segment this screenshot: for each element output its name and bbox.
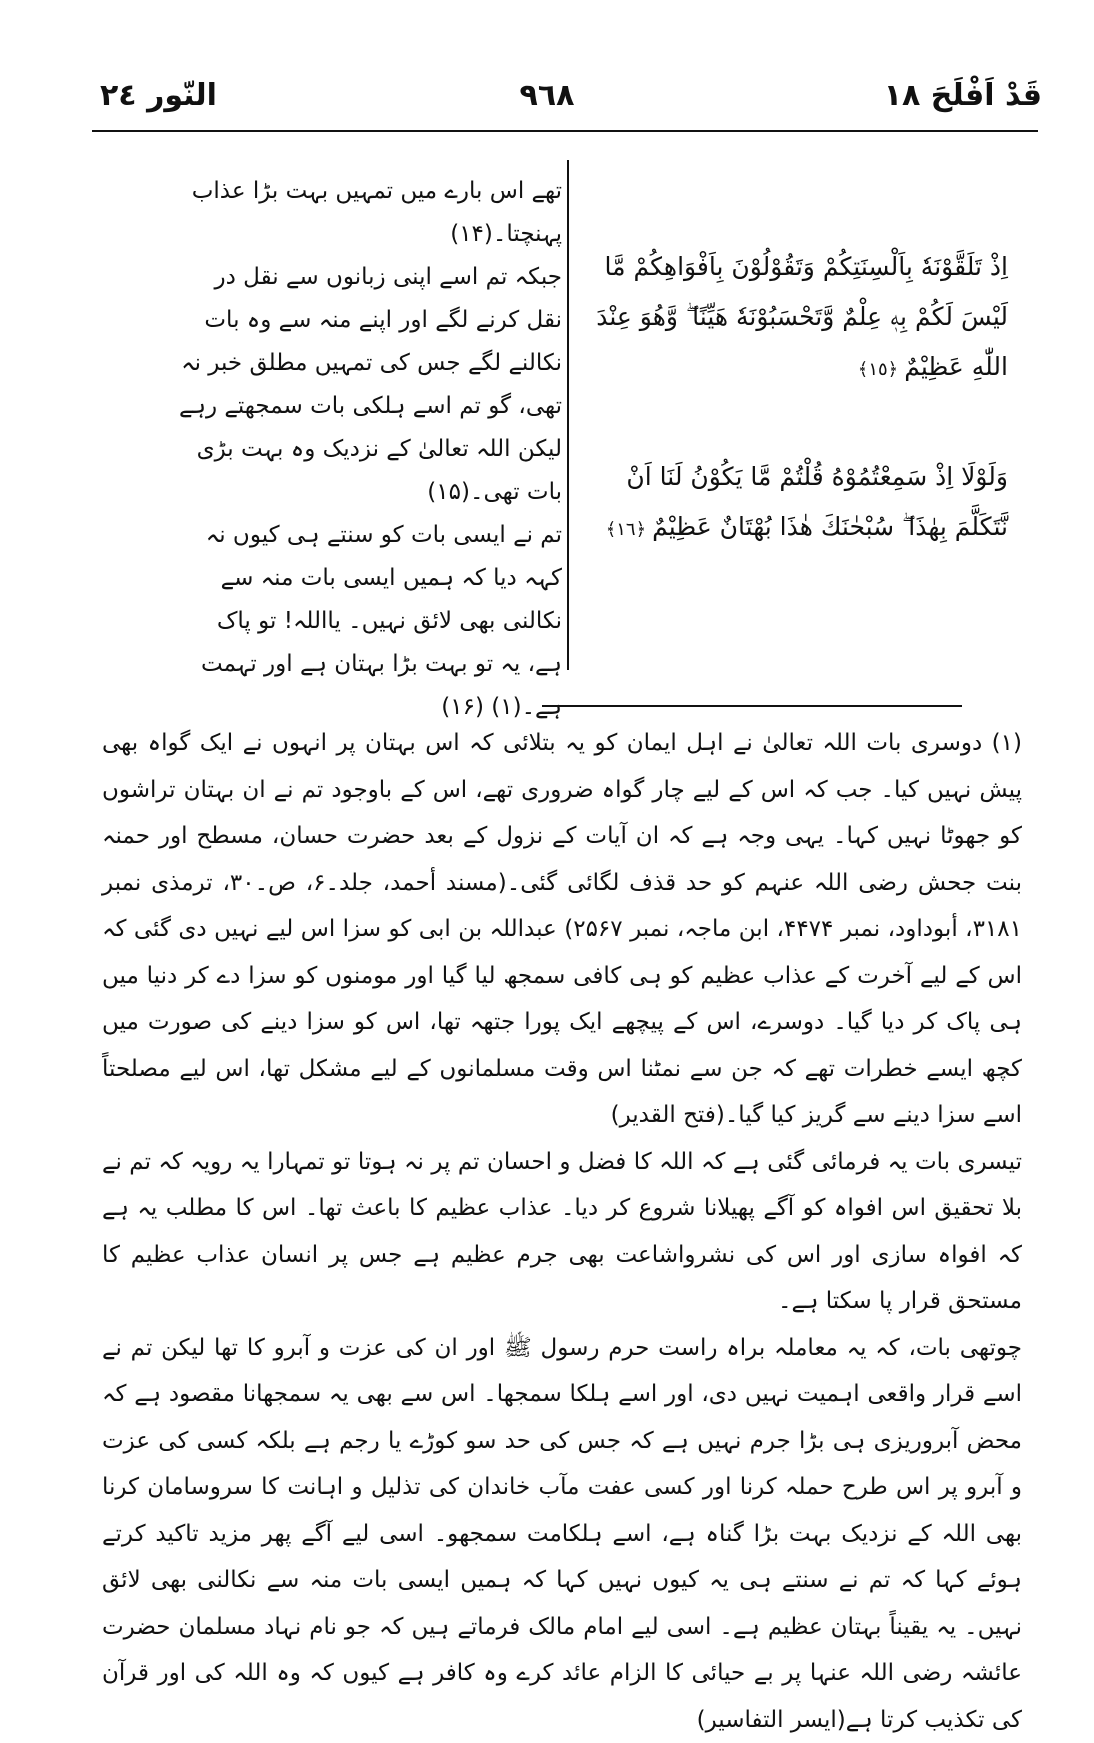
commentary-paragraph-3: چوتھی بات، کہ یہ معاملہ براہ راست حرم رسول ﷺ اور ان کی عزت و آبرو کا تھا لیکن تم نے اسے قرار واقعی اہمیت نہیں دی، اور اسے ہلکا سمجھا۔ اس سے بھی یہ سمجھانا مقصود ہے کہ محض آبروریزی ہی بڑا جرم نہیں ہے کہ جس کی حد سو کوڑے یا رجم ہے بلکہ کسی کی عزت و آبرو پر اس طرح حملہ کرنا اور کسی عفت مآب خاندان کی تذلیل و اہانت کا سروسامان کرنا بھی اللہ کے نزدیک بہت بڑا گناہ ہے، اسے ہلکامت سمجھو۔ اسی لیے آگے پھر مزید تاکید کرتے ہوئے کہا کہ تم نے سنتے ہی یہ کیوں نہیں کہا کہ ہمیں ایسی بات منہ سے نکالنی بھی لائق نہیں۔ یہ یقیناً بہتان عظیم ہے۔ اسی لیے امام مالک فرماتے ہیں کہ جو نام نہاد مسلمان حضرت عائشہ رضی اللہ عنہا پر بے حیائی کا الزام عائد کرے وہ کافر ہے کیوں کہ وہ اللہ کی اور قرآن کی تکذیب کرتا ہے(ایسر التفاسیر) bbox=[102, 1325, 1022, 1743]
surah-title: النّور ٢٤ bbox=[100, 78, 217, 113]
footnote-commentary bbox=[102, 720, 1022, 1743]
arabic-verse-15 bbox=[588, 242, 1008, 395]
arabic-verse-16-text: وَلَوْلَا اِذْ سَمِعْتُمُوْهُ قُلْتُمْ مَّا يَكُوْنُ لَنَا اَنْ نَّتَكَلَّمَ بِهٰذَا ۖ سُبْحٰنَكَ هٰذَا بُهْتَانٌ عَظِيْمٌ bbox=[626, 462, 1008, 541]
header-divider bbox=[92, 130, 1038, 132]
arabic-verse-15-text: اِذْ تَلَقَّوْنَهٗ بِاَلْسِنَتِكُمْ وَتَقُوْلُوْنَ بِاَفْوَاهِكُمْ مَّا لَيْسَ لَكُمْ بِهٖ عِلْمٌ وَّتَحْسَبُوْنَهٗ هَيِّنًا ۖ وَّهُوَ عِنْدَ اللّٰهِ عَظِيْمٌ bbox=[596, 252, 1008, 381]
ayah-marker-15: ﴿١٥﴾ bbox=[858, 359, 898, 380]
translation-line-14: تھے اس بارے میں تمہیں بہت بڑا عذاب پہنچتا۔(۱۴) bbox=[178, 170, 562, 256]
column-divider bbox=[567, 160, 569, 670]
ayah-marker-16: ﴿١٦﴾ bbox=[606, 519, 646, 540]
translation-verse-15: جبکہ تم اسے اپنی زبانوں سے نقل در نقل کرنے لگے اور اپنے منہ سے وہ بات نکالنے لگے جس کی تمہیں مطلق خبر نہ تھی، گو تم اسے ہلکی بات سمجھتے رہے لیکن اللہ تعالیٰ کے نزدیک وہ بہت بڑی بات تھی۔(۱۵) bbox=[178, 256, 562, 514]
urdu-translation bbox=[178, 170, 562, 729]
commentary-paragraph-1: (۱) دوسری بات اللہ تعالیٰ نے اہل ایمان کو یہ بتلائی کہ اس بہتان پر انہوں نے ایک گواہ بھی پیش نہیں کیا۔ جب کہ اس کے لیے چار گواہ ضروری تھے، اس کے باوجود تم نے ان بہتان تراشوں کو جھوٹا نہیں کہا۔ یہی وجہ ہے کہ ان آیات کے نزول کے بعد حضرت حسان، مسطح اور حمنہ بنت جحش رضی اللہ عنہم کو حد قذف لگائی گئی۔(مسند أحمد، جلد۔۶، ص۔۳۰، ترمذی نمبر ۳۱۸۱، أبوداود، نمبر ۴۴۷۴، ابن ماجہ، نمبر ۲۵۶۷) عبداللہ بن ابی کو سزا اس لیے نہیں دی گئی کہ اس کے لیے آخرت کے عذاب عظیم کو ہی کافی سمجھ لیا گیا اور مومنوں کو سزا دے کر دنیا میں ہی پاک کر دیا گیا۔ دوسرے، اس کے پیچھے ایک پورا جتھہ تھا، اس کو سزا دینے کی صورت میں کچھ ایسے خطرات تھے کہ جن سے نمٹنا اس وقت مسلمانوں کے لیے مشکل تھا، اس لیے مصلحتاً اسے سزا دینے سے گریز کیا گیا۔(فتح القدیر) bbox=[102, 720, 1022, 1139]
arabic-verse-16 bbox=[588, 452, 1008, 555]
translation-verse-16: تم نے ایسی بات کو سنتے ہی کیوں نہ کہہ دیا کہ ہمیں ایسی بات منہ سے نکالنی بھی لائق نہیں۔ یااللہ! تو پاک ہے، یہ تو بہت بڑا بہتان ہے اور تہمت ہے۔(۱) (۱۶) bbox=[178, 514, 562, 729]
page-number: ٩٦٨ bbox=[0, 78, 1094, 113]
commentary-paragraph-2: تیسری بات یہ فرمائی گئی ہے کہ اللہ کا فضل و احسان تم پر نہ ہوتا تو تمہارا یہ رویہ کہ تم نے بلا تحقیق اس افواہ کو آگے پھیلانا شروع کر دیا۔ عذاب عظیم کا باعث تھا۔ اس کا مطلب یہ ہے کہ افواہ سازی اور اس کی نشرواشاعت بھی جرم عظیم ہے جس پر انسان عذاب عظیم کا مستحق قرار پا سکتا ہے۔ bbox=[102, 1139, 1022, 1325]
footnote-separator bbox=[542, 705, 962, 707]
para-title: قَدْ اَفْلَحَ ١٨ bbox=[884, 78, 1042, 113]
